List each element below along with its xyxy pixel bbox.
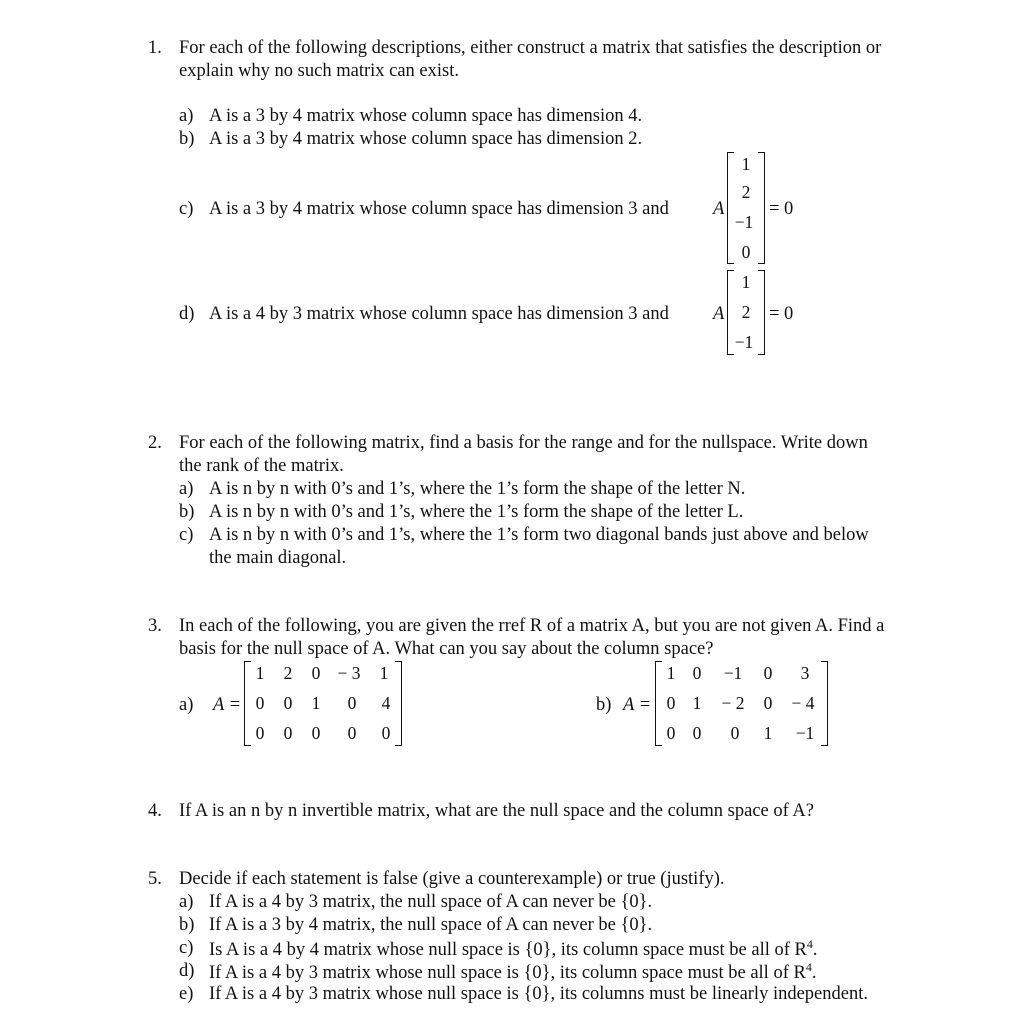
matrix-cell: − 3 [337,663,361,683]
matrix-cell: 0 [381,723,391,743]
q3a-lhs: A = [213,695,242,715]
q3b-matrix [655,661,828,746]
q2-number: 2. [148,433,162,453]
q5d-statement [209,960,816,985]
matrix-cell: 2 [283,663,293,683]
q5a-text: If A is a 4 by 3 matrix, the null space of A can never be {0}. [209,892,653,912]
q1c-vector [727,152,765,264]
q5c-statement [209,937,818,962]
q2a-label: a) [179,479,194,499]
q4-text: If A is an n by n invertible matrix, what are the null space and the column space of A? [179,801,814,821]
q5d-period: . [811,963,817,984]
matrix-cell: 1 [379,663,389,683]
matrix-cell: 0 [666,723,676,743]
q3-prompt-line2: basis for the null space of A. What can you say about the column space? [179,639,714,659]
matrix-cell: 0 [692,663,702,683]
q5c-label: c) [179,938,194,958]
vector-entry: −1 [734,212,754,232]
vector-entry: 2 [741,182,751,202]
q5e-text: If A is a 4 by 3 matrix whose null space is {0}, its columns must be linearly independent. [209,984,868,1004]
q1d-text: A is a 4 by 3 matrix whose column space has dimension 3 and [209,304,669,324]
q1b-label: b) [179,129,195,149]
matrix-cell: 0 [255,693,265,713]
q5c-superscript: 4 [806,937,813,951]
matrix-cell: −1 [723,663,743,683]
q5d-label: d) [179,961,195,981]
q2b-text: A is n by n with 0’s and 1’s, where the 1’s form the shape of the letter L. [209,502,744,522]
matrix-cell: 0 [347,723,357,743]
matrix-cell: 0 [692,723,702,743]
vector-entry: 1 [741,272,751,292]
q1c-matrix-a: A [713,199,725,219]
q1d-equals-zero: = 0 [769,304,794,324]
matrix-cell: 1 [255,663,265,683]
q2b-label: b) [179,502,195,522]
matrix-cell: 0 [666,693,676,713]
q1c-label: c) [179,199,194,219]
matrix-cell: 1 [763,723,773,743]
matrix-cell: 0 [763,663,773,683]
right-bracket [821,661,828,746]
q5-number: 5. [148,869,162,889]
q1-number: 1. [148,38,162,58]
matrix-cell: 1 [311,693,321,713]
q5b-label: b) [179,915,195,935]
vector-entry: 0 [741,242,751,262]
vector-entry: 2 [741,302,751,322]
q1c-text: A is a 3 by 4 matrix whose column space has dimension 3 and [209,199,669,219]
matrix-cell: 0 [255,723,265,743]
matrix-cell: 4 [381,693,391,713]
matrix-cell: 0 [283,723,293,743]
q4-number: 4. [148,801,162,821]
q2c-text-line2: the main diagonal. [209,548,347,568]
matrix-cell: 0 [311,723,321,743]
matrix-cell: − 2 [721,693,745,713]
q5c-period: . [812,940,818,961]
q1d-label: d) [179,304,195,324]
q1b-text: A is a 3 by 4 matrix whose column space has dimension 2. [209,129,643,149]
matrix-cell: 0 [763,693,773,713]
q2-prompt-line2: the rank of the matrix. [179,456,344,476]
matrix-cell: 0 [347,693,357,713]
q1d-matrix-a: A [713,304,725,324]
q2c-text-line1: A is n by n with 0’s and 1’s, where the 1’s form two diagonal bands just above and below [209,525,869,545]
q3-prompt-line1: In each of the following, you are given the rref R of a matrix A, but you are not given A. Find a [179,616,885,636]
q3b-lhs: A = [623,695,652,715]
q1c-equals-zero: = 0 [769,199,794,219]
q5b-text: If A is a 3 by 4 matrix, the null space of A can never be {0}. [209,915,653,935]
matrix-cell: 0 [283,693,293,713]
q1a-label: a) [179,106,194,126]
matrix-cell: 0 [730,723,740,743]
q1a-text: A is a 3 by 4 matrix whose column space has dimension 4. [209,106,643,126]
q5d-superscript: 4 [805,960,812,974]
q5d-text: If A is a 4 by 3 matrix whose null space is {0}, its column space must be all of R [209,963,806,984]
q5e-label: e) [179,984,194,1004]
vector-entry: −1 [734,332,754,352]
q3a-matrix [244,661,402,746]
q1-prompt-line1: For each of the following descriptions, either construct a matrix that satisfies the description or [179,38,882,58]
matrix-cell: −1 [795,723,815,743]
q2-prompt-line1: For each of the following matrix, find a basis for the range and for the nullspace. Write down [179,433,868,453]
q3-number: 3. [148,616,162,636]
q2a-text: A is n by n with 0’s and 1’s, where the 1’s form the shape of the letter N. [209,479,746,499]
q5c-text: Is A is a 4 by 4 matrix whose null space is {0}, its column space must be all of R [209,940,807,961]
q5a-label: a) [179,892,194,912]
q1d-vector [727,270,765,355]
q3b-label: b) [596,695,612,715]
q3a-label: a) [179,695,194,715]
q2c-label: c) [179,525,194,545]
q5-prompt: Decide if each statement is false (give a counterexample) or true (justify). [179,869,725,889]
q1-prompt-line2: explain why no such matrix can exist. [179,61,460,81]
matrix-cell: − 4 [791,693,815,713]
matrix-cell: 0 [311,663,321,683]
matrix-cell: 1 [692,693,702,713]
matrix-cell: 1 [666,663,676,683]
vector-entry: 1 [741,154,751,174]
matrix-cell: 3 [800,663,810,683]
